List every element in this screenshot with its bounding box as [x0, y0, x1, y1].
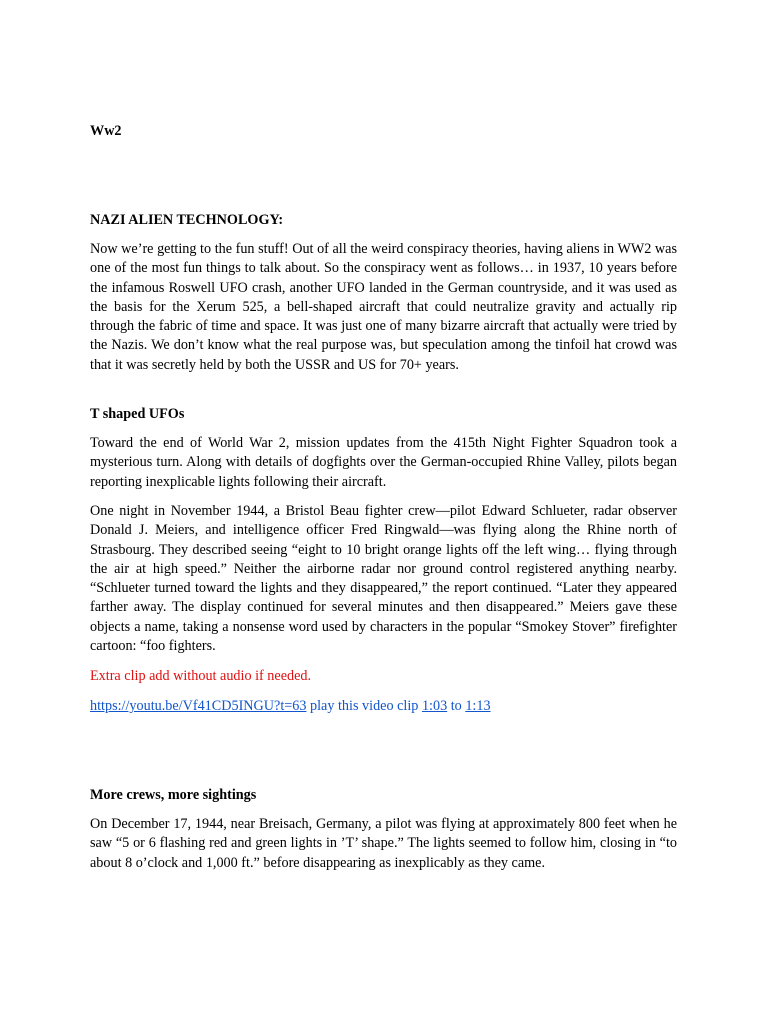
youtube-link[interactable]: https://youtu.be/Vf41CD5INGU?t=63	[90, 698, 307, 714]
clip-end-timestamp-link[interactable]: 1:13	[465, 698, 491, 714]
document-page	[90, 0, 677, 1024]
extra-clip-note: Extra clip add without audio if needed.	[90, 668, 312, 684]
video-clip-line	[90, 697, 677, 716]
document-title: Ww2	[90, 123, 122, 139]
section-body-nazi-alien-technology: Now we’re getting to the fun stuff! Out of all the weird conspiracy theories, having aliens in WW2 was one of the most fun things to talk about. So the conspiracy went as follows… in 1937, 10 years before the infamous Roswell UFO crash, another UFO landed in the German countryside, and it was used as the basis for the Xerum 525, a bell-shaped aircraft that could neutralize gravity and actually rip through the fabric of time and space. It was just one of many bizarre aircraft that actually were tried by the Nazis. We don’t know what the real purpose was, but speculation among the tinfoil hat crowd was that it was secretly held by both the USSR and US for 70+ years.	[90, 241, 677, 373]
section-body-more-crews: On December 17, 1944, near Breisach, Germany, a pilot was flying at approximately 800 feet when he saw “5 or 6 flashing red and green lights in ’T’ shape.” The lights seemed to follow him, closing in “to about 8 o’clock and 1,000 ft.” before disappearing as inexplicably as they came.	[90, 816, 677, 871]
section-heading-nazi-alien-technology: NAZI ALIEN TECHNOLOGY:	[90, 212, 284, 228]
clip-start-timestamp-link[interactable]: 1:03	[421, 698, 448, 714]
paragraph-415th-squadron: Toward the end of World War 2, mission updates from the 415th Night Fighter Squadron took a mysterious turn. Along with details of dogfights over the German-occupied Rhine Valley, pilots began reporting inexplicable lights following their aircraft.	[90, 435, 677, 490]
paragraph-bristol-beau-crew: One night in November 1944, a Bristol Beau fighter crew—pilot Edward Schlueter, radar observer Donald J. Meiers, and intelligence officer Fred Ringwald—was flying along the Rhine north of Strasbourg. They described seeing “eight to 10 bright orange lights off the left wing… flying through the air at high speed.” Neither the airborne radar nor ground control registered anything nearby. “Schlueter turned toward the lights and they disappeared,” the report continued. “Later they appeared farther away. The display continued for several minutes and then disappeared.” Meiers gave these objects a name, taking a nonsense word used by characters in the popular “Smokey Stover” firefighter cartoon: “foo fighters.	[90, 503, 677, 655]
clip-instruction-text: play this video clip	[306, 698, 422, 714]
section-heading-more-crews: More crews, more sightings	[90, 787, 257, 803]
section-heading-t-shaped-ufos: T shaped UFOs	[90, 406, 185, 422]
clip-to-text: to	[447, 698, 466, 714]
